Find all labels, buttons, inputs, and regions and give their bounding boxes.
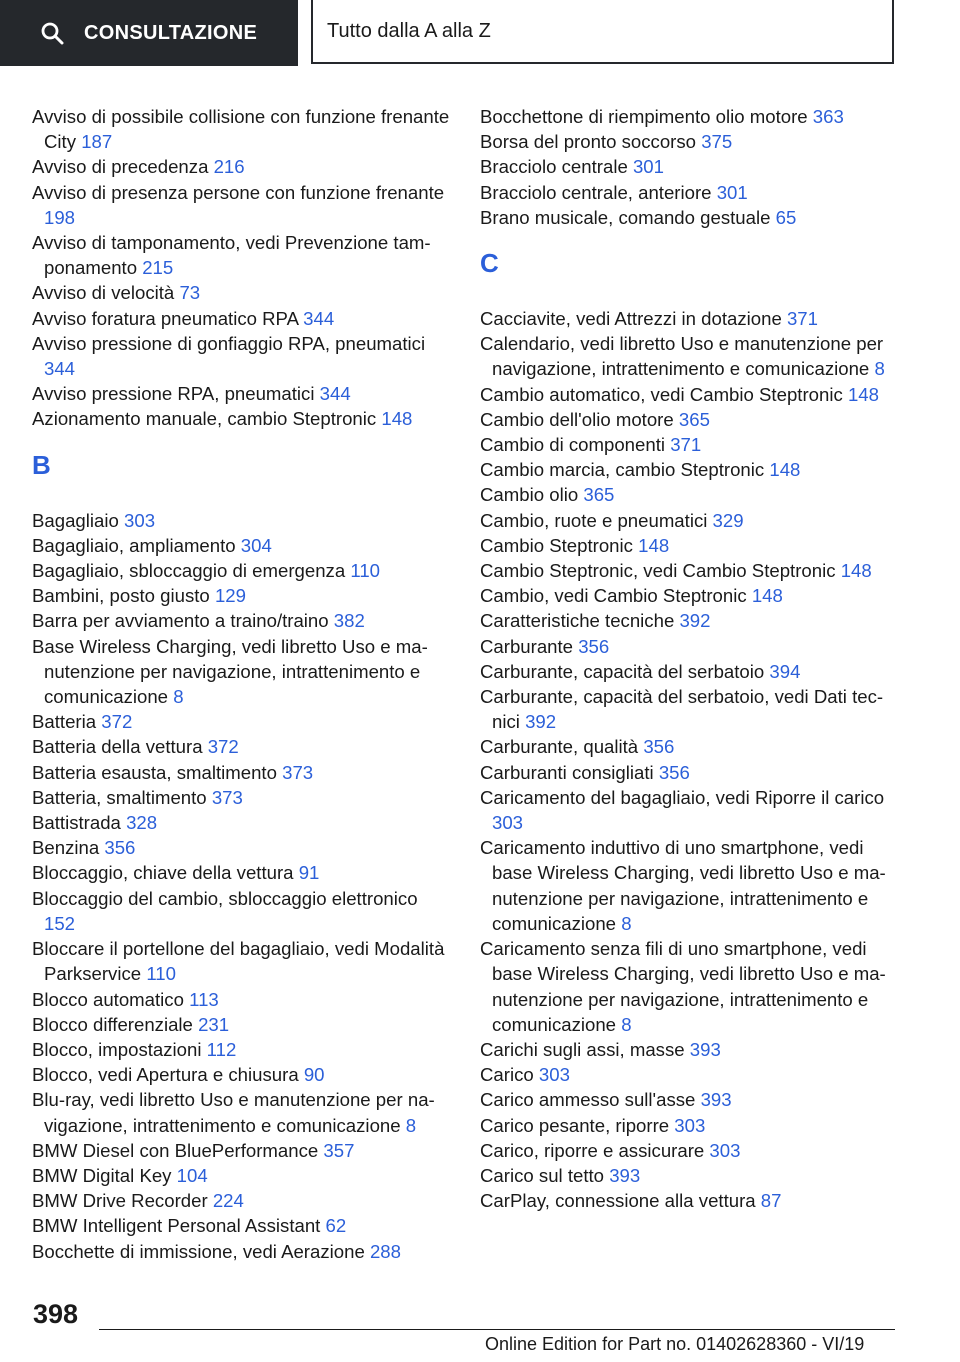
page-link[interactable]: 375 <box>701 131 733 153</box>
page-link[interactable]: 393 <box>700 1089 732 1111</box>
index-entry <box>32 154 452 179</box>
index-entry <box>32 406 452 431</box>
page-link[interactable]: 148 <box>751 585 783 607</box>
index-entry <box>480 205 895 230</box>
index-entry-text: Cacciavite, vedi Attrezzi in dotazione <box>480 308 782 330</box>
index-entry <box>480 533 895 558</box>
page-link[interactable]: 148 <box>381 408 413 430</box>
index-entry <box>480 684 895 734</box>
header <box>0 0 960 66</box>
page-link[interactable]: 113 <box>189 988 219 1010</box>
index-entry-text: Avviso pressione di gonfiaggio RPA, pneumatici <box>32 332 426 354</box>
index-entry <box>480 407 895 432</box>
page-link[interactable]: 392 <box>679 610 711 632</box>
index-entry-text: Batteria della vettura <box>32 736 203 758</box>
page-link[interactable]: 344 <box>44 358 76 380</box>
index-entry-text: Carico, riporre e assicurare <box>480 1139 705 1161</box>
index-entry <box>480 382 895 407</box>
page-link[interactable]: 382 <box>333 610 365 632</box>
index-entry <box>480 785 895 835</box>
index-entry-text: Cambio automatico, vedi Cambio Steptronic <box>480 383 843 405</box>
index-entry-text: Avviso di velocità <box>32 282 175 304</box>
index-entry-text: Carico sul tetto <box>480 1164 605 1186</box>
page-link[interactable]: 328 <box>126 812 158 834</box>
index-entry-text: Caricamento del bagagliaio, vedi Riporre il carico <box>480 786 885 808</box>
page-link[interactable]: 288 <box>369 1240 401 1262</box>
page-link[interactable]: 363 <box>812 106 844 127</box>
page-link[interactable]: 8 <box>874 358 885 380</box>
index-entry-text: Avviso di precedenza <box>32 156 209 178</box>
page-link[interactable]: 198 <box>44 206 76 228</box>
index-entry-text: Carburante, qualità <box>480 736 639 758</box>
index-entry <box>32 936 452 986</box>
index-entry-text: Bocchettone di riempimento olio motore <box>480 106 808 127</box>
index-entry-text: Cambio, ruote e pneumatici <box>480 509 708 531</box>
page-link[interactable]: 129 <box>214 585 246 607</box>
index-entry <box>32 381 452 406</box>
index-entry-text: Carico <box>480 1064 534 1086</box>
page-link[interactable]: 187 <box>81 131 113 153</box>
page-link[interactable]: 104 <box>176 1164 208 1186</box>
index-entry <box>32 1188 452 1213</box>
index-entry-text: Bambini, posto giusto <box>32 585 210 607</box>
page-link[interactable]: 373 <box>211 786 243 808</box>
page-number: 398 <box>33 1299 79 1329</box>
page-link[interactable]: 303 <box>538 1064 570 1086</box>
index-entry <box>32 533 452 558</box>
index-entry-text: BMW Intelligent Personal Assistant <box>32 1215 321 1237</box>
index-entry-text: Avviso foratura pneumatico RPA <box>32 307 298 329</box>
index-entry-text: Base Wireless Charging, vedi libretto Uso e manutenzione per navigazione, intrattenimento e comunicazione <box>32 635 428 708</box>
index-entry-text: Blocco, vedi Apertura e chiusura <box>32 1064 299 1086</box>
index-entry <box>32 1138 452 1163</box>
page-link[interactable]: 8 <box>173 686 184 708</box>
page-link[interactable]: 371 <box>670 434 702 456</box>
index-entry <box>32 1239 452 1264</box>
index-entry-text: Carburante <box>480 635 574 657</box>
edition-footer: Online Edition for Part no. 01402628360 - VI/19 <box>485 1334 865 1354</box>
index-letter-heading: B <box>32 449 51 480</box>
page-link[interactable]: 373 <box>282 761 314 783</box>
page-link[interactable]: 90 <box>303 1064 325 1086</box>
index-entry <box>32 1062 452 1087</box>
index-entry <box>32 331 452 381</box>
page-link[interactable]: 303 <box>709 1139 741 1161</box>
page-link[interactable]: 329 <box>712 509 744 531</box>
page-link[interactable]: 371 <box>786 308 818 330</box>
page-link[interactable]: 301 <box>632 156 664 178</box>
page-link[interactable]: 8 <box>621 1013 632 1035</box>
index-entry-text: Carichi sugli assi, masse <box>480 1038 685 1060</box>
index-entry-text: Blocco differenziale <box>32 1013 193 1035</box>
index-entry <box>480 306 895 331</box>
index-entry-text: Cambio olio <box>480 484 579 506</box>
index-entry-text: Cambio Steptronic, vedi Cambio Steptronic <box>480 560 836 582</box>
index-entry-text: BMW Digital Key <box>32 1164 172 1186</box>
page-link[interactable]: 110 <box>350 560 381 582</box>
index-entry <box>32 760 452 785</box>
page-link[interactable]: 372 <box>101 711 133 733</box>
page-link[interactable]: 344 <box>319 383 351 405</box>
page-link[interactable]: 303 <box>674 1114 706 1136</box>
index-entry <box>480 835 895 936</box>
index-entry <box>32 987 452 1012</box>
index-entry <box>32 180 452 230</box>
index-entry <box>480 659 895 684</box>
index-entry <box>480 760 895 785</box>
index-entry-text: Cambio dell'olio motore <box>480 408 674 430</box>
index-entry <box>480 154 895 179</box>
index-entry <box>32 583 452 608</box>
index-entry-text: Batteria, smaltimento <box>32 786 207 808</box>
index-entry <box>480 558 895 583</box>
index-entry <box>480 1188 895 1213</box>
index-entry <box>32 230 452 280</box>
consultazione-label: CONSULTAZIONE <box>84 21 258 44</box>
index-entry <box>480 482 895 507</box>
index-entry-text: Batteria esausta, smaltimento <box>32 761 277 783</box>
index-entry <box>480 129 895 154</box>
page-link[interactable]: 8 <box>621 912 632 934</box>
index-entry <box>32 634 452 710</box>
index-entry-text: Benzina <box>32 837 100 859</box>
index-entry-text: Cambio Steptronic <box>480 534 633 556</box>
index-entry-text: Bloccaggio del cambio, sbloccaggio elettronico <box>32 887 418 909</box>
index-entry <box>32 1163 452 1188</box>
index-entry-text: Avviso di tamponamento, vedi Prevenzione tamponamento <box>32 232 431 279</box>
index-entry-text: Cambio di componenti <box>480 434 666 456</box>
index-entry-text: Avviso pressione RPA, pneumatici <box>32 383 315 405</box>
index-entry <box>480 1138 895 1163</box>
index-entry <box>480 583 895 608</box>
index-entry <box>480 432 895 457</box>
index-entry-text: Cambio marcia, cambio Steptronic <box>480 459 765 481</box>
page-link[interactable]: 148 <box>769 459 801 481</box>
index-entry-text: Blocco, impostazioni <box>32 1038 202 1060</box>
index-entry <box>480 1062 895 1087</box>
index-entry-text: Caricamento senza fili di uno smartphone, vedi base Wireless Charging, vedi libretto Uso e manutenzione per navigazione, intrattenimento e comunicazione <box>480 938 886 1035</box>
page-link[interactable]: 356 <box>104 837 136 859</box>
page-link[interactable]: 8 <box>405 1114 417 1136</box>
page-link[interactable]: 357 <box>323 1139 355 1161</box>
index-column-right <box>480 104 895 1213</box>
index-entry-text: Blocco automatico <box>32 988 184 1010</box>
consultazione-tab[interactable] <box>0 0 298 66</box>
page-link[interactable]: 148 <box>840 560 872 582</box>
index-entry-text: Bracciolo centrale, anteriore <box>480 181 712 203</box>
page-link[interactable]: 356 <box>643 736 675 758</box>
page-link[interactable]: 356 <box>658 761 690 783</box>
index-entry <box>32 608 452 633</box>
index-entry-text: BMW Drive Recorder <box>32 1190 208 1212</box>
index-entry <box>32 1087 452 1137</box>
index-entry-text: Calendario, vedi libretto Uso e manutenzione per navigazione, intrattenimento e comunicazione <box>480 333 884 380</box>
page-link[interactable]: 148 <box>847 383 879 405</box>
index-entry-text: Caricamento induttivo di uno smartphone, vedi base Wireless Charging, vedi libretto Uso e manutenzione per navigazione, intrattenimento e comunicazione <box>480 837 886 934</box>
index-entry <box>32 734 452 759</box>
page-link[interactable]: 303 <box>124 509 156 531</box>
index-entry <box>32 810 452 835</box>
page-link[interactable]: 65 <box>775 206 797 228</box>
page-link[interactable]: 91 <box>298 862 320 884</box>
index-entry-text: Cambio, vedi Cambio Steptronic <box>480 585 747 607</box>
footer-divider <box>99 1329 895 1330</box>
index-entry-text: Carico pesante, riporre <box>480 1114 670 1136</box>
index-entry-text: CarPlay, connessione alla vettura <box>480 1190 756 1212</box>
page-link[interactable]: 392 <box>525 711 557 733</box>
index-entry <box>480 1037 895 1062</box>
page-link[interactable]: 365 <box>678 408 710 430</box>
index-entry <box>480 1087 895 1112</box>
index-entry <box>480 608 895 633</box>
index-entry-text: Bagagliaio <box>32 509 119 531</box>
index-entry-text: Avviso di presenza persone con funzione frenante <box>32 181 445 203</box>
index-entry <box>480 104 895 129</box>
page-link[interactable]: 148 <box>638 534 670 556</box>
page-link[interactable]: 231 <box>198 1013 230 1035</box>
search-icon <box>40 21 64 45</box>
index-entry <box>480 180 895 205</box>
index-entry <box>32 860 452 885</box>
page-link[interactable]: 152 <box>44 912 76 934</box>
page-link[interactable]: 393 <box>689 1038 721 1060</box>
index-entry-text: Bracciolo centrale <box>480 156 628 178</box>
index-entry <box>480 634 895 659</box>
index-entry-text: Barra per avviamento a traino/traino <box>32 610 329 632</box>
index-entry <box>480 508 895 533</box>
index-entry <box>32 835 452 860</box>
index-entry-text: Bloccaggio, chiave della vettura <box>32 862 294 884</box>
index-entry-text: Carico ammesso sull'asse <box>480 1089 696 1111</box>
index-entry <box>480 734 895 759</box>
index-entry-text: Bagagliaio, sbloccaggio di emergenza <box>32 560 346 582</box>
page-link[interactable]: 216 <box>213 156 245 178</box>
index-entry-text: Carburante, capacità del serbatoio <box>480 660 765 682</box>
page-link[interactable]: 73 <box>179 282 201 304</box>
page-link[interactable]: 304 <box>240 534 272 556</box>
index-entry <box>32 558 452 583</box>
page-link[interactable]: 394 <box>769 660 801 682</box>
index-entry <box>32 1037 452 1062</box>
index-entry <box>32 508 452 533</box>
index-entry-text: Caratteristiche tecniche <box>480 610 675 632</box>
page-link[interactable]: 62 <box>325 1215 347 1237</box>
page-link[interactable]: 372 <box>207 736 239 758</box>
index-letter-heading: C <box>480 248 499 279</box>
index-entry <box>480 936 895 1037</box>
index-entry-text: Carburante, capacità del serbatoio, vedi Dati tecnici <box>480 686 884 733</box>
page-link[interactable]: 303 <box>492 812 524 834</box>
index-entry-text: Azionamento manuale, cambio Steptronic <box>32 408 377 430</box>
index-entry-text: Carburanti consigliati <box>480 761 654 783</box>
section-title-tab[interactable] <box>311 0 894 64</box>
index-entry <box>32 1213 452 1238</box>
index-entry <box>480 1163 895 1188</box>
index-entry-text: Bagagliaio, ampliamento <box>32 534 236 556</box>
index-entry-text: Avviso di possibile collisione con funzione frenante City <box>32 106 450 153</box>
page-link[interactable]: 112 <box>206 1038 237 1060</box>
index-entry-text: Bloccare il portellone del bagagliaio, vedi Modalità Parkservice <box>32 938 445 985</box>
page-link[interactable]: 110 <box>146 963 176 985</box>
index-entry-text: Bocchette di immissione, vedi Aerazione <box>32 1240 365 1262</box>
page-link[interactable]: 393 <box>609 1164 641 1186</box>
page-link[interactable]: 356 <box>578 635 610 657</box>
index-entry <box>480 457 895 482</box>
page-link[interactable]: 301 <box>716 181 748 203</box>
index-entry <box>32 709 452 734</box>
index-entry <box>32 306 452 331</box>
page-link[interactable]: 344 <box>303 307 335 329</box>
index-entry-text: BMW Diesel con BluePerformance <box>32 1139 319 1161</box>
index-entry <box>32 886 452 936</box>
index-entry-text: Battistrada <box>32 812 121 834</box>
index-entry <box>32 104 452 154</box>
index-entry <box>32 280 452 305</box>
index-entry <box>480 1113 895 1138</box>
section-title: Tutto dalla A alla Z <box>327 19 491 42</box>
page-link[interactable]: 87 <box>760 1190 782 1212</box>
index-column-left <box>32 104 452 1264</box>
index-entry-text: Borsa del pronto soccorso <box>480 131 697 153</box>
page-link[interactable]: 365 <box>583 484 615 506</box>
index-entry <box>32 785 452 810</box>
index-entry-text: Batteria <box>32 711 97 733</box>
page-link[interactable]: 224 <box>212 1190 244 1212</box>
index-entry-text: Blu-ray, vedi libretto Uso e manutenzione per navigazione, intrattenimento e comunicazione <box>32 1089 435 1136</box>
index-entry-text: Brano musicale, comando gestuale <box>480 206 771 228</box>
page-link[interactable]: 215 <box>142 257 174 279</box>
index-entry <box>480 331 895 381</box>
index-entry <box>32 1012 452 1037</box>
